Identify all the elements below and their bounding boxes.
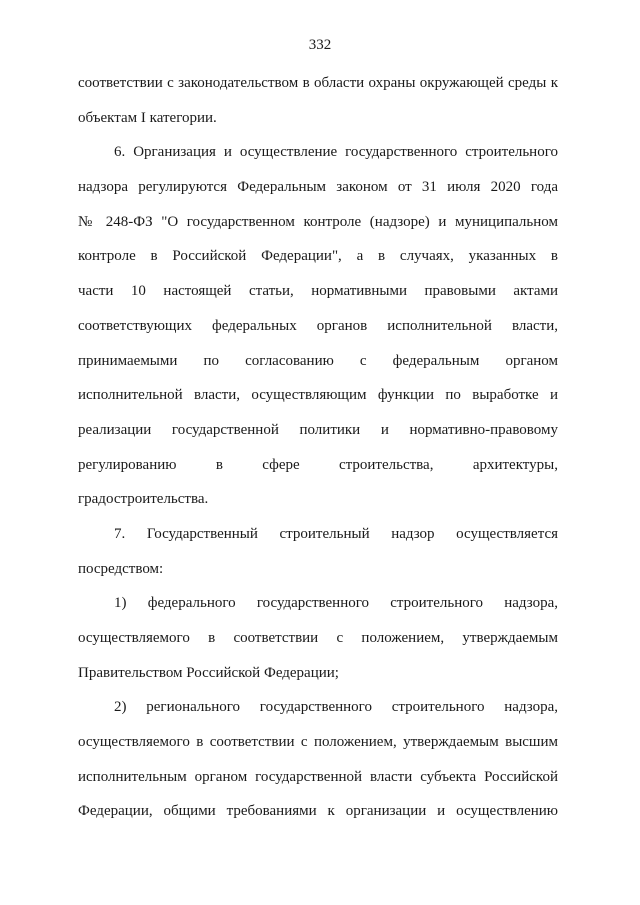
text-line: реализации государственной политики и нормативно-правовому xyxy=(78,421,558,438)
text-line: Правительством Российской Федерации; xyxy=(78,664,339,681)
text-line: градостроительства. xyxy=(78,491,209,508)
document-body xyxy=(78,66,558,829)
text-line: 1) федерального государственного строительного надзора, xyxy=(114,595,558,612)
text-line: осуществляемого в соответствии с положением, утверждаемым высшим xyxy=(78,734,558,751)
page-number: 332 xyxy=(308,37,332,53)
text-line: осуществляемого в соответствии с положением, утверждаемым xyxy=(78,630,558,646)
text-line: объектам I категории. xyxy=(78,109,217,126)
text-line: части 10 настоящей статьи, нормативными правовыми актами xyxy=(78,283,558,300)
text-line: посредством: xyxy=(78,560,164,577)
text-line: регулированию в сфере строительства, архитектуры, xyxy=(78,456,558,473)
text-line: Федерации, общими требованиями к организации и осуществлению xyxy=(78,803,558,820)
text-line: 7. Государственный строительный надзор осуществляется xyxy=(114,525,558,542)
text-line: соответствии с законодательством в области охраны окружающей среды к xyxy=(78,75,558,91)
text-line: исполнительной власти, осуществляющим функции по выработке и xyxy=(78,387,558,404)
text-line: принимаемыми по согласованию с федеральным органом xyxy=(78,352,558,369)
text-line: 6. Организация и осуществление государственного строительного xyxy=(114,144,558,161)
text-line: исполнительным органом государственной власти субъекта Российской xyxy=(78,768,558,785)
text-line: 2) регионального государственного строительного надзора, xyxy=(114,699,558,716)
text-line: № 248-ФЗ "О государственном контроле (надзоре) и муниципальном xyxy=(78,213,558,230)
text-line: надзора регулируются Федеральным законом от 31 июля 2020 года xyxy=(78,179,558,196)
text-line: соответствующих федеральных органов исполнительной власти, xyxy=(78,317,558,334)
text-line: контроле в Российской Федерации", а в случаях, указанных в xyxy=(78,248,558,265)
